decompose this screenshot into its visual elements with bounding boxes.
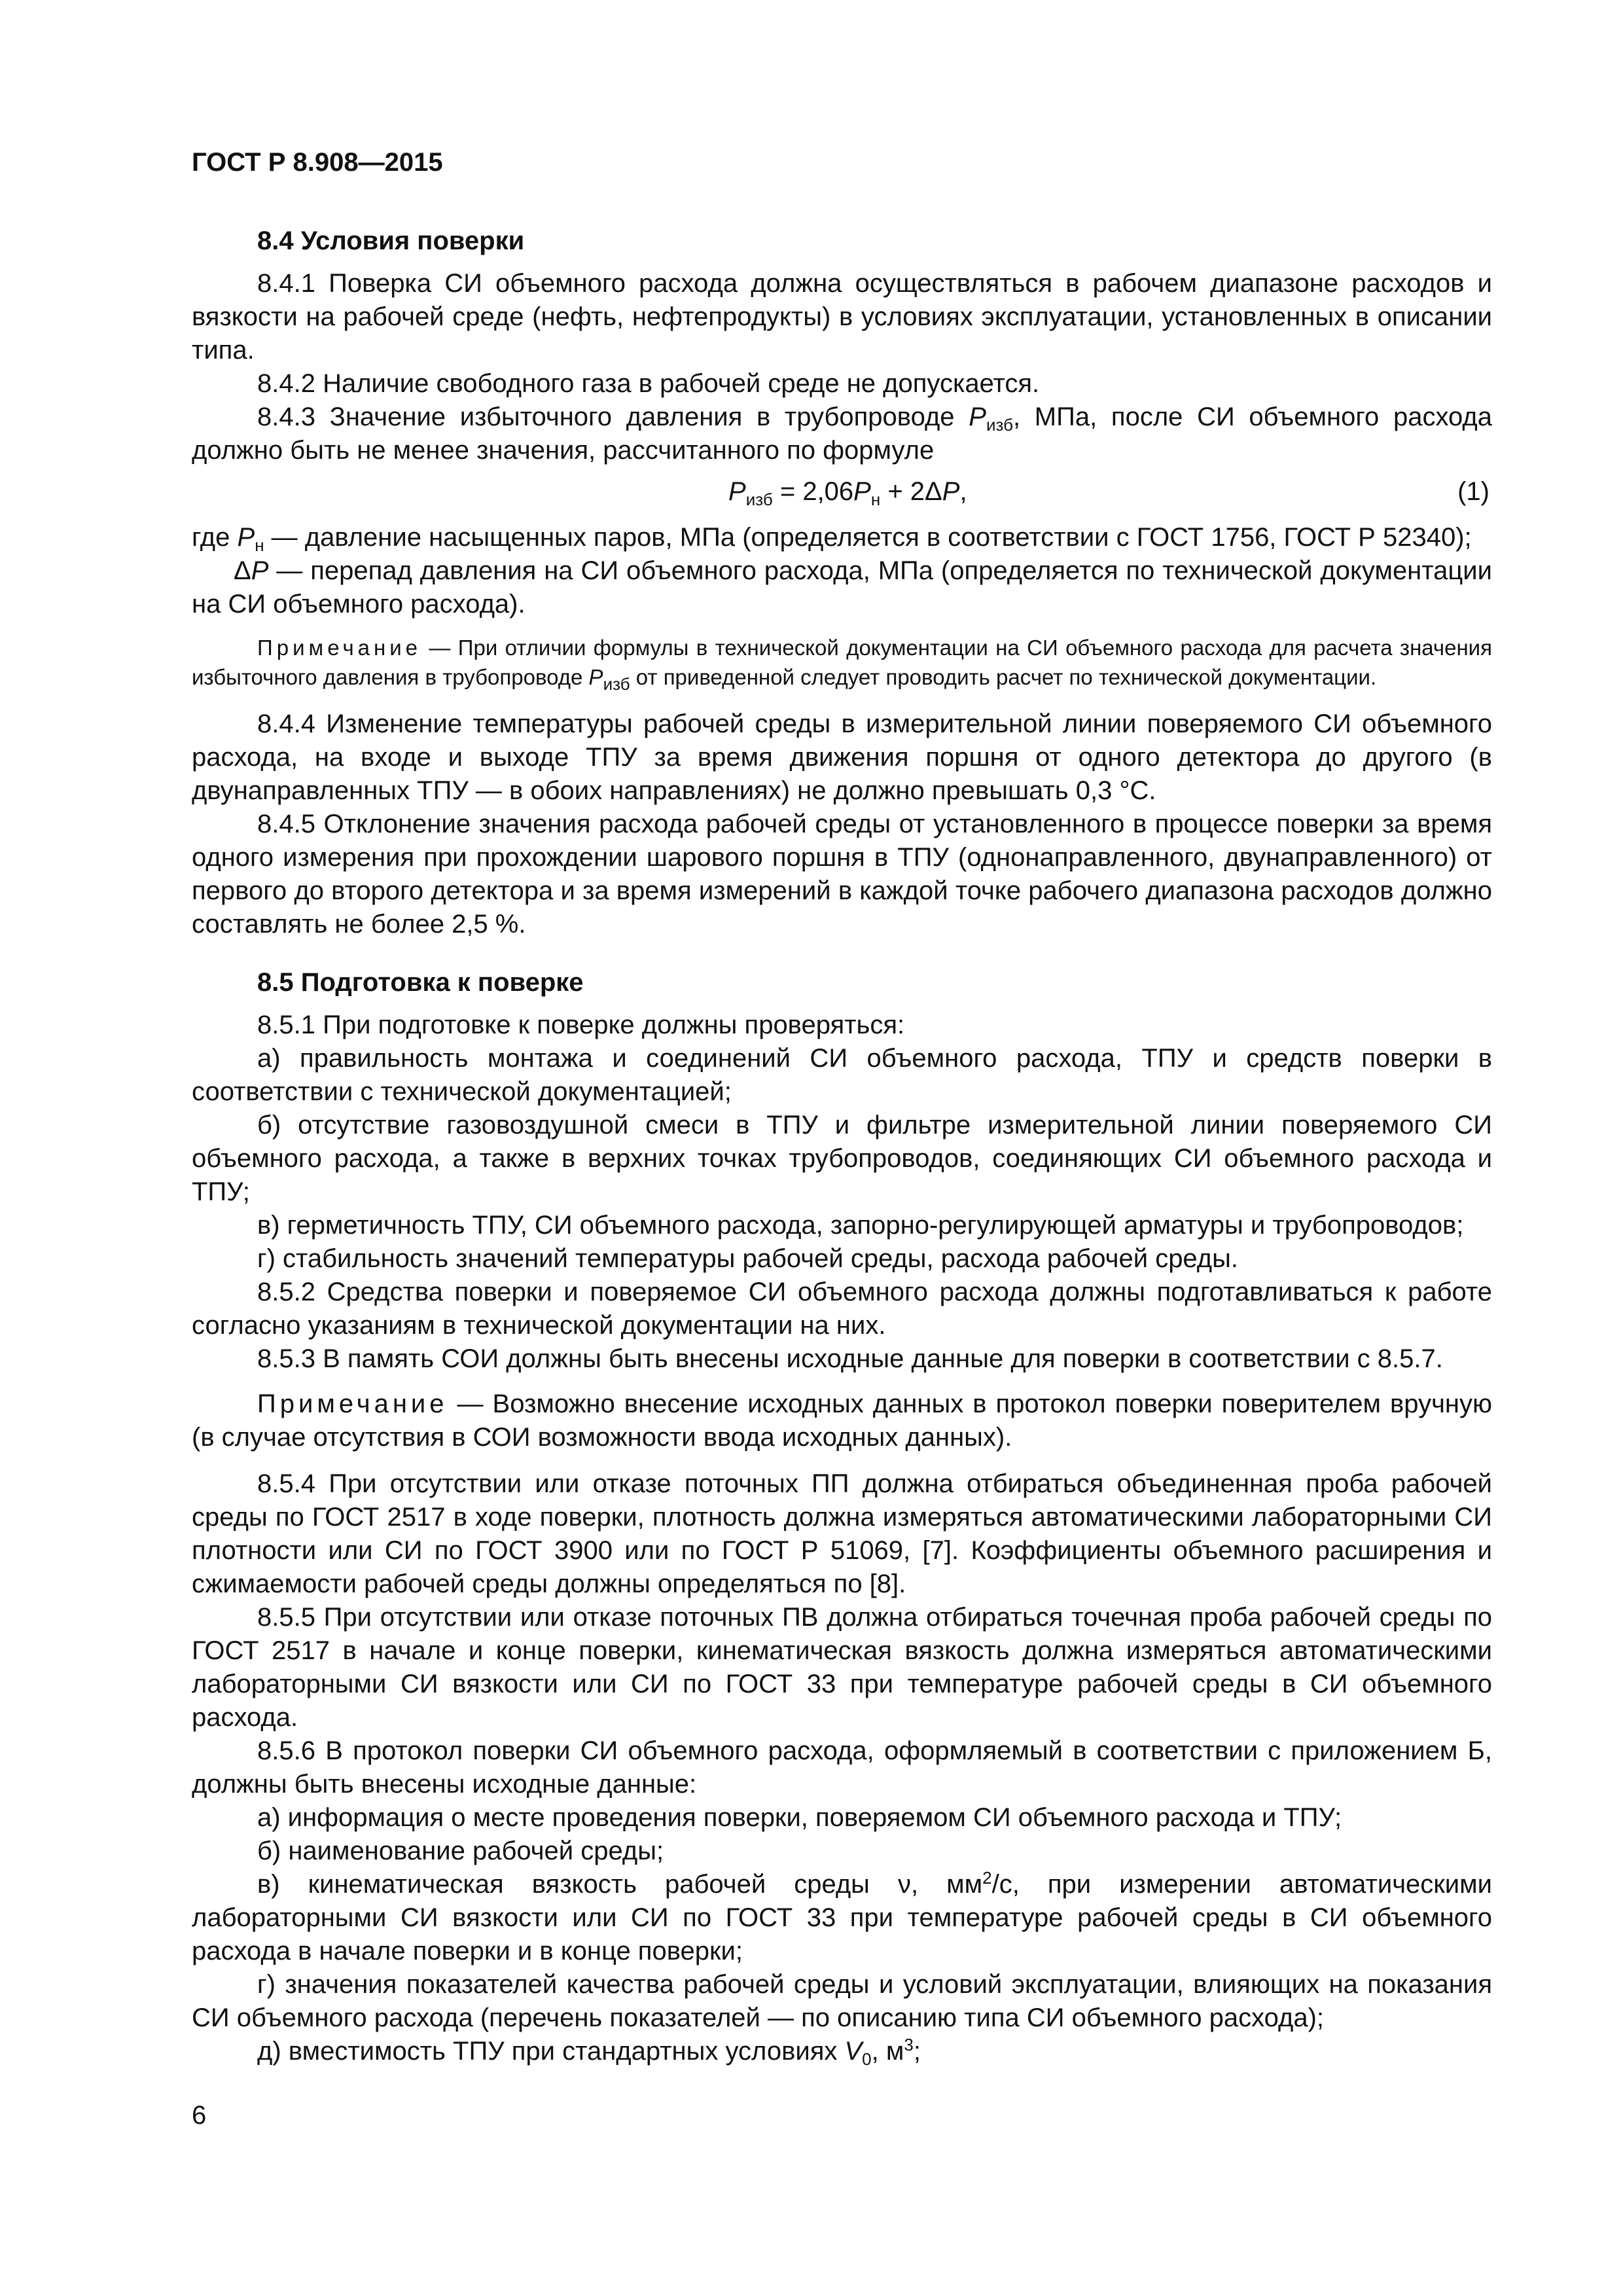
list-item-8-5-1-a: а) правильность монтажа и соединений СИ объемного расхода, ТПУ и средств поверки в соответствии с технической документацией; (192, 1044, 1492, 1106)
list-item-8-5-6-a: а) информация о месте проведения поверки, поверяемом СИ объемного расхода и ТПУ; (257, 1803, 1342, 1832)
section-8-5-title: 8.5 Подготовка к поверке (257, 968, 584, 997)
paragraph-8-5-2: 8.5.2 Средства поверки и поверяемое СИ объемного расхода должны подготавливаться к работе согласно указаниям в технической документации на них. (192, 1278, 1492, 1340)
paragraph-8-4-2: 8.4.2 Наличие свободного газа в рабочей среде не допускается. (257, 369, 1040, 398)
paragraph-8-4-1: 8.4.1 Поверка СИ объемного расхода должна осуществляться в рабочем диапазоне расходов и вязкости на рабочей среде (нефть, нефтепродукты) в условиях эксплуатации, установленных в описании типа. (192, 269, 1492, 365)
note-2: Примечание — Возможно внесение исходных данных в протокол поверки поверителем вручную (в случае отсутствия в СОИ возможности ввода исходных данных). (192, 1390, 1492, 1452)
where-dp: ΔP — перепад давления на СИ объемного расхода, МПа (определяется по технической документации на СИ объемного расхода). (192, 556, 1492, 619)
list-item-8-5-1-c: в) герметичность ТПУ, СИ объемного расхода, запорно-регулирующей арматуры и трубопроводов; (257, 1211, 1464, 1240)
page-number: 6 (192, 2101, 207, 2130)
note-1: Примечание — При отличии формулы в технической документации на СИ объемного расхода для расчета значения избыточного давления в трубопроводе $P_{изб}$ от приведенной следует проводить расчет по технической документации. (192, 636, 1492, 694)
document-page (192, 0, 1492, 2296)
paragraph-8-4-5: 8.4.5 Отклонение значения расхода рабочей среды от установленного в процессе поверки за время одного измерения при прохождении шарового поршня в ТПУ (однонаправленного, двунаправленного) от первого до второго детектора и за время измерений в каждой точке рабочего диапазона расходов должно составлять не более 2,5 %. (192, 810, 1492, 939)
paragraph-8-4-4: 8.4.4 Изменение температуры рабочей среды в измерительной линии поверяемого СИ объемного расхода, на входе и выходе ТПУ за время движения поршня от одного детектора до другого (в двунаправленных ТПУ — в обоих направлениях) не должно превышать 0,3 °С. (192, 709, 1492, 805)
paragraph-8-5-6: 8.5.6 В протокол поверки СИ объемного расхода, оформляемый в соответствии с приложением Б, должны быть внесены исходные данные: (192, 1736, 1492, 1799)
formula-expression: $P_{изб} = 2,06P_н + 2\Delta P$, (728, 477, 967, 509)
paragraph-8-5-1: 8.5.1 При подготовке к поверке должны проверяться: (257, 1011, 905, 1039)
list-item-8-5-1-d: г) стабильность значений температуры рабочей среды, расхода рабочей среды. (257, 1244, 1239, 1273)
document-header: ГОСТ Р 8.908—2015 (192, 148, 443, 177)
formula-1 (192, 473, 1492, 512)
where-pn: где $P_н$ — давление насыщенных паров, МПа (определяется в соответствии с ГОСТ 1756, ГОСТ Р 52340); (192, 523, 1472, 555)
formula-number: (1) (1457, 477, 1489, 506)
note-label: Примечание (257, 1390, 448, 1418)
list-item-8-5-6-e: д) вместимость ТПУ при стандартных условиях $V_0$, $м^3$; (257, 2035, 921, 2069)
paragraph-8-4-3: 8.4.3 Значение избыточного давления в трубопроводе $P_{изб}$, МПа, после СИ объемного расхода должно быть не менее значения, рассчитанного по формуле (192, 403, 1492, 465)
paragraph-8-5-3: 8.5.3 В память СОИ должны быть внесены исходные данные для поверки в соответствии с 8.5.7. (257, 1344, 1443, 1373)
note-label: Примечание (257, 636, 422, 660)
section-8-4-title: 8.4 Условия поверки (257, 226, 525, 255)
list-item-8-5-6-d: г) значения показателей качества рабочей среды и условий эксплуатации, влияющих на показания СИ объемного расхода (перечень показателей — по описанию типа СИ объемного расхода); (192, 1970, 1492, 2032)
list-item-8-5-6-b: б) наименование рабочей среды; (257, 1837, 664, 1865)
list-item-8-5-6-c: в) кинематическая вязкость рабочей среды ν, $мм^2/с$, при измерении автоматическими лабораторными СИ вязкости или СИ по ГОСТ 33 при температуре рабочей среды в СИ объемного расхода в начале поверки и в конце поверки; (192, 1868, 1492, 1965)
paragraph-8-5-5: 8.5.5 При отсутствии или отказе поточных ПВ должна отбираться точечная проба рабочей среды по ГОСТ 2517 в начале и конце поверки, кинематическая вязкость должна измеряться автоматическими лабораторными СИ вязкости или СИ по ГОСТ 33 при температуре рабочей среды в СИ объемного расхода. (192, 1603, 1492, 1732)
document-body (192, 224, 1492, 2068)
paragraph-8-5-4: 8.5.4 При отсутствии или отказе поточных ПП должна отбираться объединенная проба рабочей среды по ГОСТ 2517 в ходе поверки, плотность должна измеряться автоматическими лабораторными СИ плотности или СИ по ГОСТ 3900 или по ГОСТ Р 51069, [7]. Коэффициенты объемного расширения и сжимаемости рабочей среды должны определяться по [8]. (192, 1469, 1492, 1598)
list-item-8-5-1-b: б) отсутствие газовоздушной смеси в ТПУ и фильтре измерительной линии поверяемого СИ объемного расхода, а также в верхних точках трубопроводов, соединяющих СИ объемного расхода и ТПУ; (192, 1111, 1492, 1206)
